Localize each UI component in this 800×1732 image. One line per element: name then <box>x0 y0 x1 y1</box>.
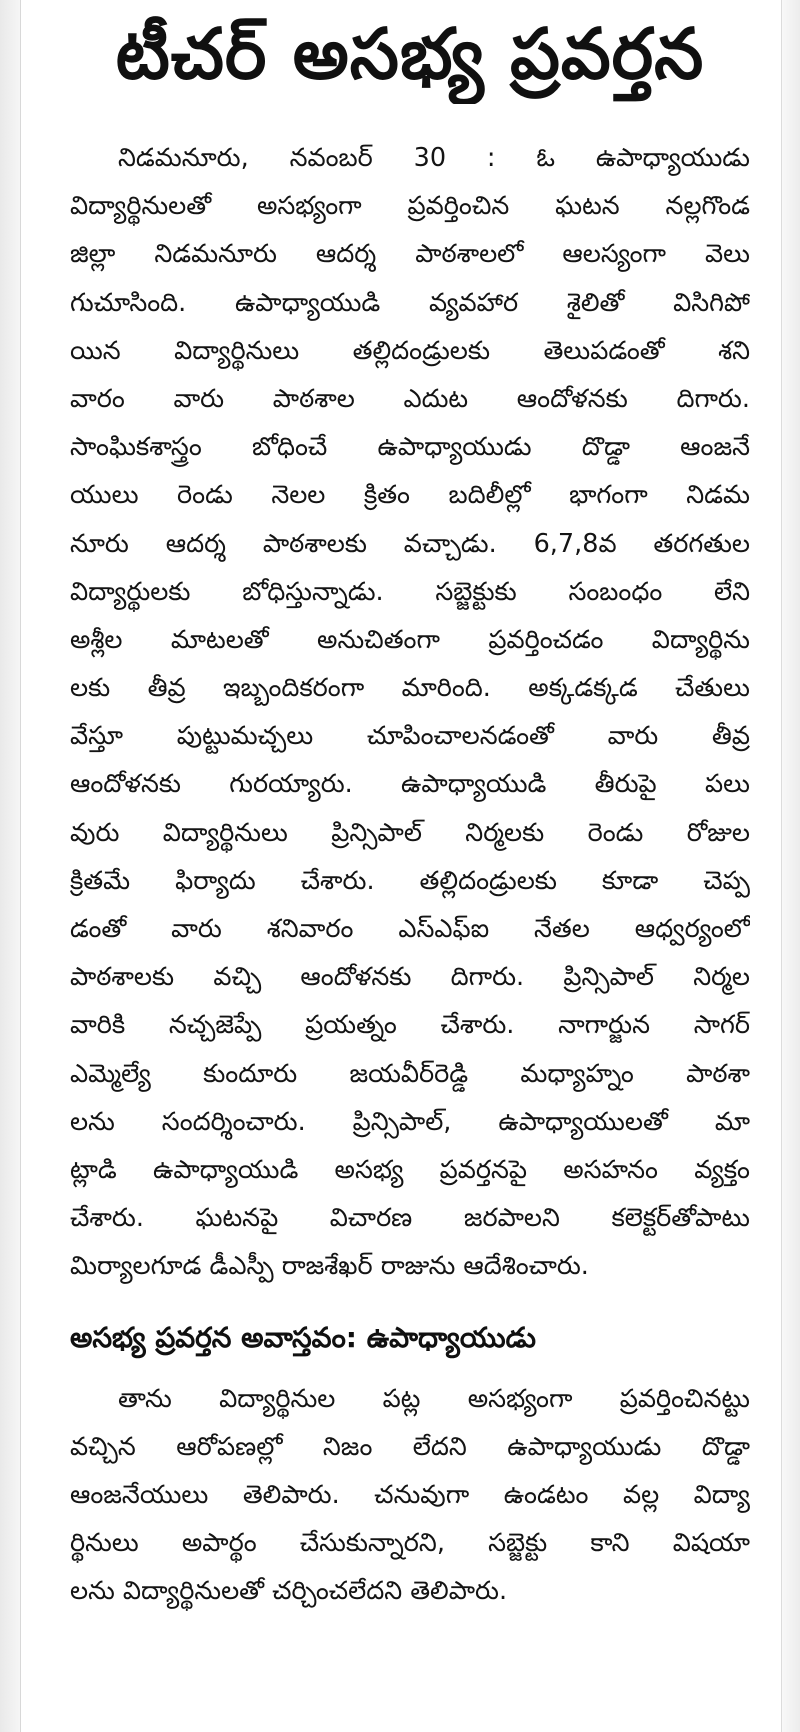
article-line: గుచూసింది. ఉపాధ్యాయుడి వ్యవహార శైలితో విసిగిపో <box>70 287 750 318</box>
article-line: నూరు ఆదర్శ పాఠశాలకు వచ్చాడు. 6,7,8వ తరగతుల <box>70 528 750 559</box>
article-line: యిన విద్యార్థినులు తల్లిదండ్రులకు తెలుపడంతో శని <box>70 335 750 366</box>
left-page-margin <box>0 0 21 1732</box>
article-line: ట్లాడి ఉపాధ్యాయుడి అసభ్య ప్రవర్తనపై అసహనం వ్యక్తం <box>70 1154 750 1185</box>
article-line: లకు తీవ్ర ఇబ్బందికరంగా మారింది. అక్కడక్కడ చేతులు <box>70 673 750 704</box>
response-line: ఆంజనేయులు తెలిపారు. చనువుగా ఉండటం వల్ల విద్యా <box>70 1479 750 1510</box>
teacher-response-body <box>70 1375 750 1616</box>
article-line: విద్యార్థినులతో అసభ్యంగా ప్రవర్తించిన ఘటన నల్లగొండ <box>70 191 750 222</box>
article-line: ఆందోళనకు గురయ్యారు. ఉపాధ్యాయుడి తీరుపై పలు <box>70 769 750 800</box>
article-line: సాంఘికశాస్త్రం బోధించే ఉపాధ్యాయుడు దొడ్డా ఆంజనే <box>70 432 750 463</box>
response-line: ర్థినులు అపార్థం చేసుకున్నారని, సబ్జెక్టు కాని విషయా <box>70 1528 750 1559</box>
article-headline: టీచర్ అసభ్య ప్రవర్తన <box>115 13 705 95</box>
article-line: పాఠశాలకు వచ్చి ఆందోళనకు దిగారు. ప్రిన్సిపాల్ నిర్మల <box>70 962 750 993</box>
article-line: వురు విద్యార్థినులు ప్రిన్సిపాల్ నిర్మలకు రెండు రోజుల <box>70 817 750 848</box>
response-line: వచ్చిన ఆరోపణల్లో నిజం లేదని ఉపాధ్యాయుడు దొడ్డా <box>70 1431 750 1462</box>
response-line: లను విద్యార్థినులతో చర్చించలేదని తెలిపారు. <box>70 1576 508 1607</box>
article-line: చేశారు. ఘటనపై విచారణ జరపాలని కలెక్టర్‌తోపాటు <box>70 1203 750 1234</box>
response-line: తాను విద్యార్థినుల పట్ల అసభ్యంగా ప్రవర్తించినట్టు <box>118 1383 750 1414</box>
article-subheading: అసభ్య ప్రవర్తన అవాస్తవం: ఉపాధ్యాయుడు <box>70 1320 536 1354</box>
article-line: ఎమ్మెల్యే కుందూరు జయవీర్‌రెడ్డి మధ్యాహ్నం పాఠశా <box>70 1058 750 1089</box>
article-line: వేస్తూ పుట్టుమచ్చలు చూపించాలనడంతో వారు తీవ్ర <box>70 721 750 752</box>
article-line: జిల్లా నిడమనూరు ఆదర్శ పాఠశాలలో ఆలస్యంగా వెలు <box>70 239 750 270</box>
article-line: యులు రెండు నెలల క్రితం బదిలీల్లో భాగంగా నిడమ <box>70 480 750 511</box>
article-body <box>70 134 750 1291</box>
article-line: లను సందర్శించారు. ప్రిన్సిపాల్, ఉపాధ్యాయులతో మా <box>70 1106 750 1137</box>
article-line: విద్యార్థులకు బోధిస్తున్నాడు. సబ్జెక్టుకు సంబంధం లేని <box>70 576 750 607</box>
article-line: డంతో వారు శనివారం ఎస్ఎఫ్ఐ నేతల ఆధ్వర్యంలో <box>70 914 750 944</box>
article-line: నిడమనూరు, నవంబర్ 30 : ఓ ఉపాధ్యాయుడు <box>118 143 750 173</box>
right-page-margin <box>781 0 800 1732</box>
article-line: వారికి నచ్చజెప్పే ప్రయత్నం చేశారు. నాగార్జున సాగర్ <box>70 1010 750 1041</box>
article-line: మిర్యాలగూడ డీఎస్పీ రాజశేఖర్ రాజును ఆదేశించారు. <box>70 1251 589 1282</box>
article-line: అశ్లీల మాటలతో అనుచితంగా ప్రవర్తించడం విద్యార్థిను <box>70 624 750 655</box>
article-line: క్రితమే ఫిర్యాదు చేశారు. తల్లిదండ్రులకు కూడా చెప్ప <box>70 865 750 896</box>
news-article <box>70 0 750 1732</box>
article-line: వారం వారు పాఠశాల ఎదుట ఆందోళనకు దిగారు. <box>70 383 750 414</box>
